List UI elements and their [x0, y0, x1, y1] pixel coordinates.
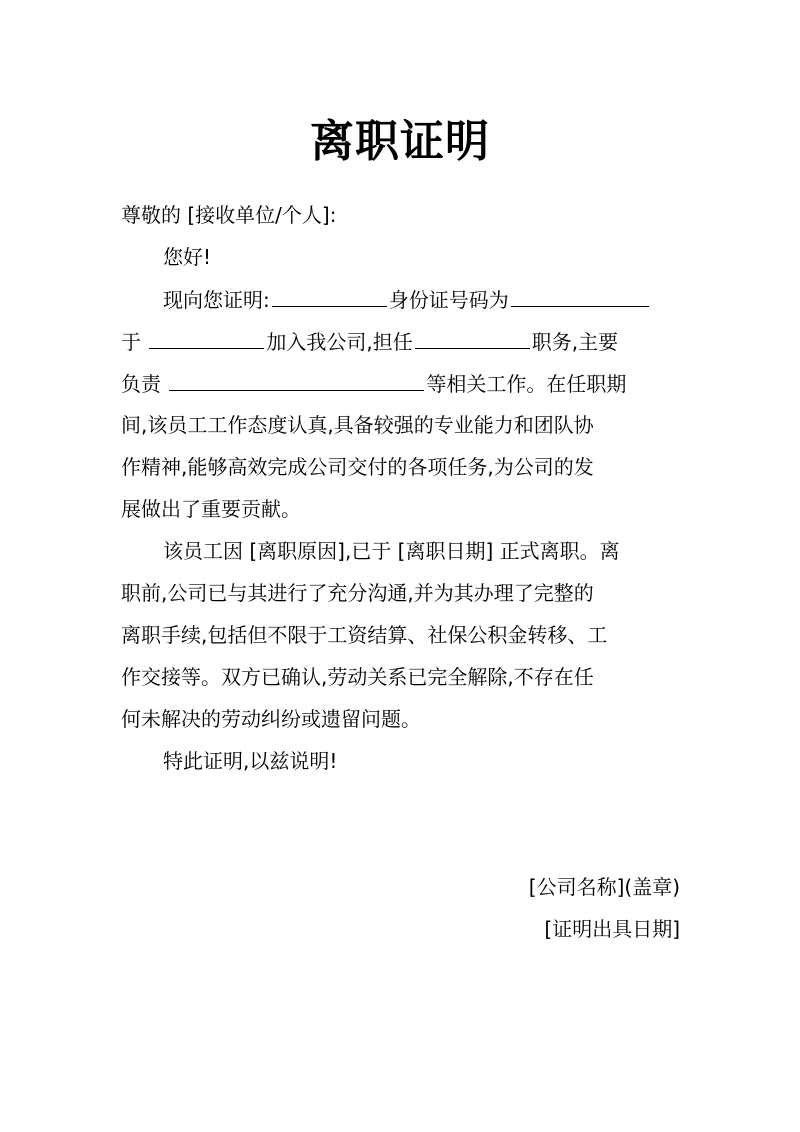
id-number-blank [511, 278, 649, 307]
para1-line6: 展做出了重要贡献。 [121, 497, 301, 521]
para1-line1 [121, 278, 681, 320]
para1-text: 等相关工作。在任职期 [426, 372, 627, 396]
para1-line3 [121, 362, 681, 404]
issue-date-line: [证明出具日期] [544, 917, 680, 941]
para1-text: 职务,主要 [531, 330, 619, 354]
para2-line2: 职前,公司已与其进行了充分沟通,并为其办理了完整的 [121, 581, 594, 605]
para1-text: 于 [121, 330, 141, 354]
salutation: 尊敬的 [接收单位/个人]: [121, 203, 337, 227]
company-seal-line: [公司名称](盖章) [528, 875, 680, 899]
para1-text: 现向您证明: [163, 288, 270, 312]
para2-line3: 离职手续,包括但不限于工资结算、社保公积金转移、工 [121, 623, 608, 647]
para2-line4: 作交接等。双方已确认,劳动关系已完全解除,不存在任 [121, 665, 594, 689]
para2-line5: 何未解决的劳动纠纷或遗留问题。 [121, 707, 421, 731]
para1-text: 身份证号码为 [388, 288, 509, 312]
para1-line2 [121, 320, 681, 362]
position-blank [415, 320, 530, 349]
document-body [121, 194, 681, 782]
para1-line5: 作精神,能够高效完成公司交付的各项任务,为公司的发 [121, 455, 594, 479]
employee-name-blank [272, 278, 387, 307]
join-date-blank [149, 320, 264, 349]
para2-line1: 该员工因 [离职原因],已于 [离职日期] 正式离职。离 [163, 539, 620, 563]
para1-text: 负责 [121, 372, 161, 396]
document-title: 离职证明 [310, 116, 490, 167]
para1-line4: 间,该员工工作态度认真,具备较强的专业能力和团队协 [121, 413, 594, 437]
signature-block [529, 866, 680, 950]
greeting: 您好! [163, 245, 212, 269]
duties-blank [169, 362, 424, 391]
closing: 特此证明,以兹说明! [163, 749, 338, 773]
para1-text: 加入我公司,担任 [266, 330, 413, 354]
